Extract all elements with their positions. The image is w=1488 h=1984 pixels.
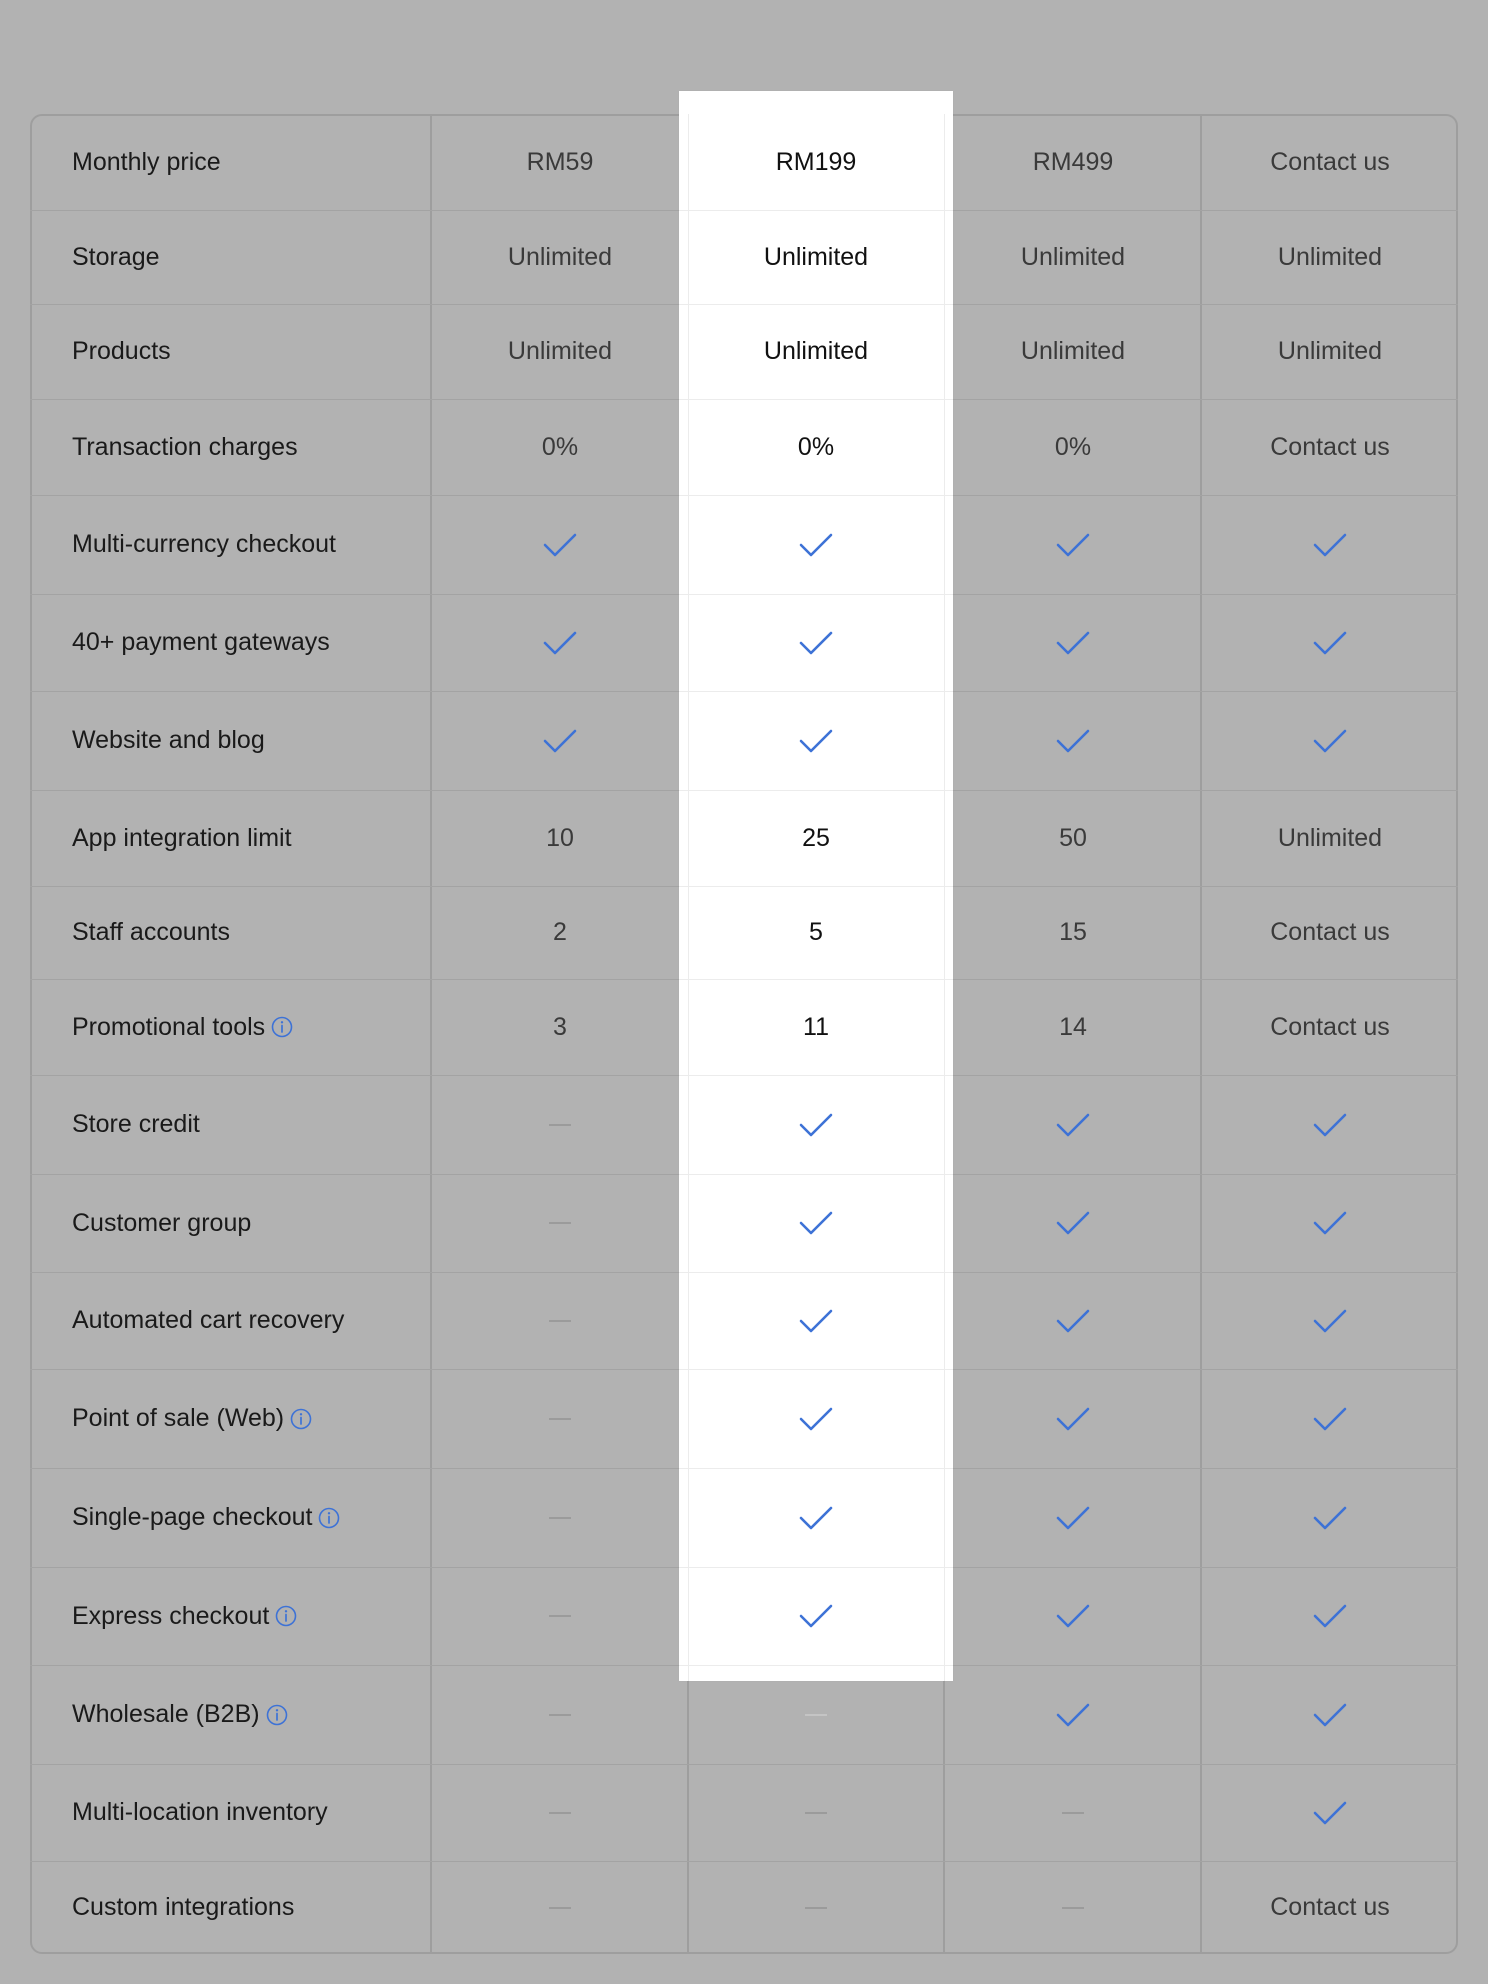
row-label-monthly-price (72, 114, 221, 210)
plan-value: Unlimited (507, 242, 613, 271)
table-row (30, 210, 1458, 304)
table-row (30, 495, 1458, 594)
row-label-storage (72, 210, 160, 304)
check-icon (688, 691, 944, 790)
row-label-store-credit (72, 1075, 200, 1174)
row-label-staff-accounts (72, 886, 230, 979)
plan-value: RM499 (1032, 147, 1114, 176)
plan-value: 25 (802, 823, 830, 852)
check-icon (688, 1468, 944, 1567)
table-row (30, 691, 1458, 790)
table-row (30, 1468, 1458, 1567)
check-icon (1202, 1468, 1458, 1567)
info-icon[interactable] (318, 1507, 340, 1529)
row-label-website-and-blog (72, 691, 265, 790)
check-icon (1202, 594, 1458, 691)
feature-name: Transaction charges (72, 432, 298, 461)
plan-value: Unlimited (1277, 242, 1383, 271)
table-row (30, 1369, 1458, 1468)
row-label-single-page-checkout (72, 1468, 340, 1567)
dash-icon (432, 1764, 688, 1861)
row-label-customer-group (72, 1174, 251, 1272)
plan-value: 5 (809, 918, 823, 946)
check-icon (688, 1369, 944, 1468)
feature-name: Promotional tools (72, 1012, 266, 1041)
feature-name: Website and blog (72, 726, 265, 754)
table-row (30, 886, 1458, 979)
plan-value: Unlimited (1277, 823, 1383, 852)
plan-value: Unlimited (1277, 337, 1383, 365)
dash-icon (945, 1861, 1201, 1954)
dash-icon (688, 1861, 944, 1954)
row-label-custom-integrations (72, 1861, 294, 1954)
info-icon[interactable] (290, 1408, 312, 1430)
dash-icon (432, 1468, 688, 1567)
feature-name: App integration limit (72, 823, 292, 852)
plan-value: 0% (1054, 432, 1092, 461)
table-row (30, 1272, 1458, 1369)
check-icon (945, 1468, 1201, 1567)
table-row (30, 399, 1458, 495)
row-label-app-integration-limit (72, 790, 292, 886)
feature-name: Custom integrations (72, 1893, 295, 1921)
row-label-transaction-charges (72, 399, 298, 495)
check-icon (688, 594, 944, 691)
feature-name: Staff accounts (72, 918, 230, 946)
check-icon (945, 1174, 1201, 1272)
check-icon (1202, 1075, 1458, 1174)
check-icon (688, 1075, 944, 1174)
dash-icon (688, 1665, 944, 1764)
plan-value: 0% (541, 432, 579, 461)
dash-icon (432, 1665, 688, 1764)
check-icon (945, 691, 1201, 790)
dash-icon (432, 1369, 688, 1468)
check-icon (432, 594, 688, 691)
plan-value: 11 (803, 1012, 829, 1041)
row-label-multi-currency-checkout (72, 495, 336, 594)
check-icon (945, 1665, 1201, 1764)
dash-icon (432, 1272, 688, 1369)
plan-value: Unlimited (1020, 337, 1126, 365)
plan-value: Contact us (1270, 147, 1390, 176)
feature-name: Store credit (72, 1110, 200, 1138)
dash-icon (432, 1075, 688, 1174)
check-icon (432, 691, 688, 790)
feature-name: Multi-currency checkout (72, 530, 336, 558)
table-row (30, 1764, 1458, 1861)
check-icon (1202, 1174, 1458, 1272)
table-row (30, 979, 1458, 1075)
feature-name: Point of sale (Web) (72, 1404, 285, 1432)
check-icon (945, 1567, 1201, 1665)
row-label-promotional-tools (72, 979, 293, 1075)
plan-value: Contact us (1270, 1893, 1390, 1921)
plan-value: Unlimited (763, 242, 869, 271)
table-row (30, 1174, 1458, 1272)
check-icon (1202, 1567, 1458, 1665)
info-icon[interactable] (266, 1704, 288, 1726)
dash-icon (432, 1174, 688, 1272)
feature-name: Single-page checkout (72, 1503, 313, 1531)
plan-value: 3 (553, 1012, 567, 1041)
table-row (30, 594, 1458, 691)
feature-name: Wholesale (B2B) (72, 1700, 260, 1728)
row-label-40-payment-gateways (72, 594, 330, 691)
plan-value: RM59 (526, 147, 594, 176)
feature-name: Monthly price (72, 147, 221, 176)
plan-value: Contact us (1270, 1012, 1390, 1041)
plan-value: Unlimited (763, 337, 869, 365)
check-icon (1202, 1369, 1458, 1468)
check-icon (945, 495, 1201, 594)
check-icon (1202, 495, 1458, 594)
feature-name: Products (72, 337, 171, 365)
check-icon (688, 1272, 944, 1369)
plan-value: 10 (546, 823, 574, 852)
check-icon (945, 594, 1201, 691)
check-icon (1202, 1665, 1458, 1764)
info-icon[interactable] (271, 1016, 293, 1038)
table-row (30, 304, 1458, 399)
plan-value: Contact us (1270, 432, 1390, 461)
dash-icon (432, 1861, 688, 1954)
feature-name: 40+ payment gateways (72, 628, 330, 656)
plan-value: Contact us (1270, 918, 1390, 946)
feature-name: Storage (72, 242, 160, 271)
table-row (30, 1665, 1458, 1764)
table-row (30, 114, 1458, 210)
plan-value: 0% (797, 432, 835, 461)
plan-value: 15 (1059, 918, 1087, 946)
check-icon (945, 1075, 1201, 1174)
row-label-automated-cart-recovery (72, 1272, 344, 1369)
check-icon (688, 1567, 944, 1665)
row-label-multi-location-inventory (72, 1764, 328, 1861)
feature-name: Express checkout (72, 1601, 270, 1630)
dash-icon (432, 1567, 688, 1665)
check-icon (1202, 1764, 1458, 1861)
dash-icon (945, 1764, 1201, 1861)
feature-name: Multi-location inventory (72, 1798, 328, 1826)
check-icon (1202, 1272, 1458, 1369)
check-icon (945, 1272, 1201, 1369)
plan-value: 14 (1059, 1012, 1087, 1041)
check-icon (1202, 691, 1458, 790)
plan-value: Unlimited (507, 337, 613, 365)
plan-value: 50 (1059, 823, 1087, 852)
plan-value: 2 (553, 918, 567, 946)
feature-name: Customer group (72, 1208, 252, 1237)
check-icon (688, 495, 944, 594)
row-label-products (72, 304, 171, 399)
table-row (30, 1567, 1458, 1665)
dash-icon (688, 1764, 944, 1861)
check-icon (945, 1369, 1201, 1468)
check-icon (688, 1174, 944, 1272)
plan-value: RM199 (775, 147, 857, 176)
row-label-wholesale-b2b (72, 1665, 288, 1764)
info-icon[interactable] (275, 1605, 297, 1627)
table-row (30, 1861, 1458, 1954)
check-icon (432, 495, 688, 594)
table-row (30, 790, 1458, 886)
row-label-point-of-sale-web (72, 1369, 312, 1468)
feature-name: Automated cart recovery (72, 1306, 345, 1334)
row-label-express-checkout (72, 1567, 297, 1665)
plan-value: Unlimited (1020, 242, 1126, 271)
table-row (30, 1075, 1458, 1174)
